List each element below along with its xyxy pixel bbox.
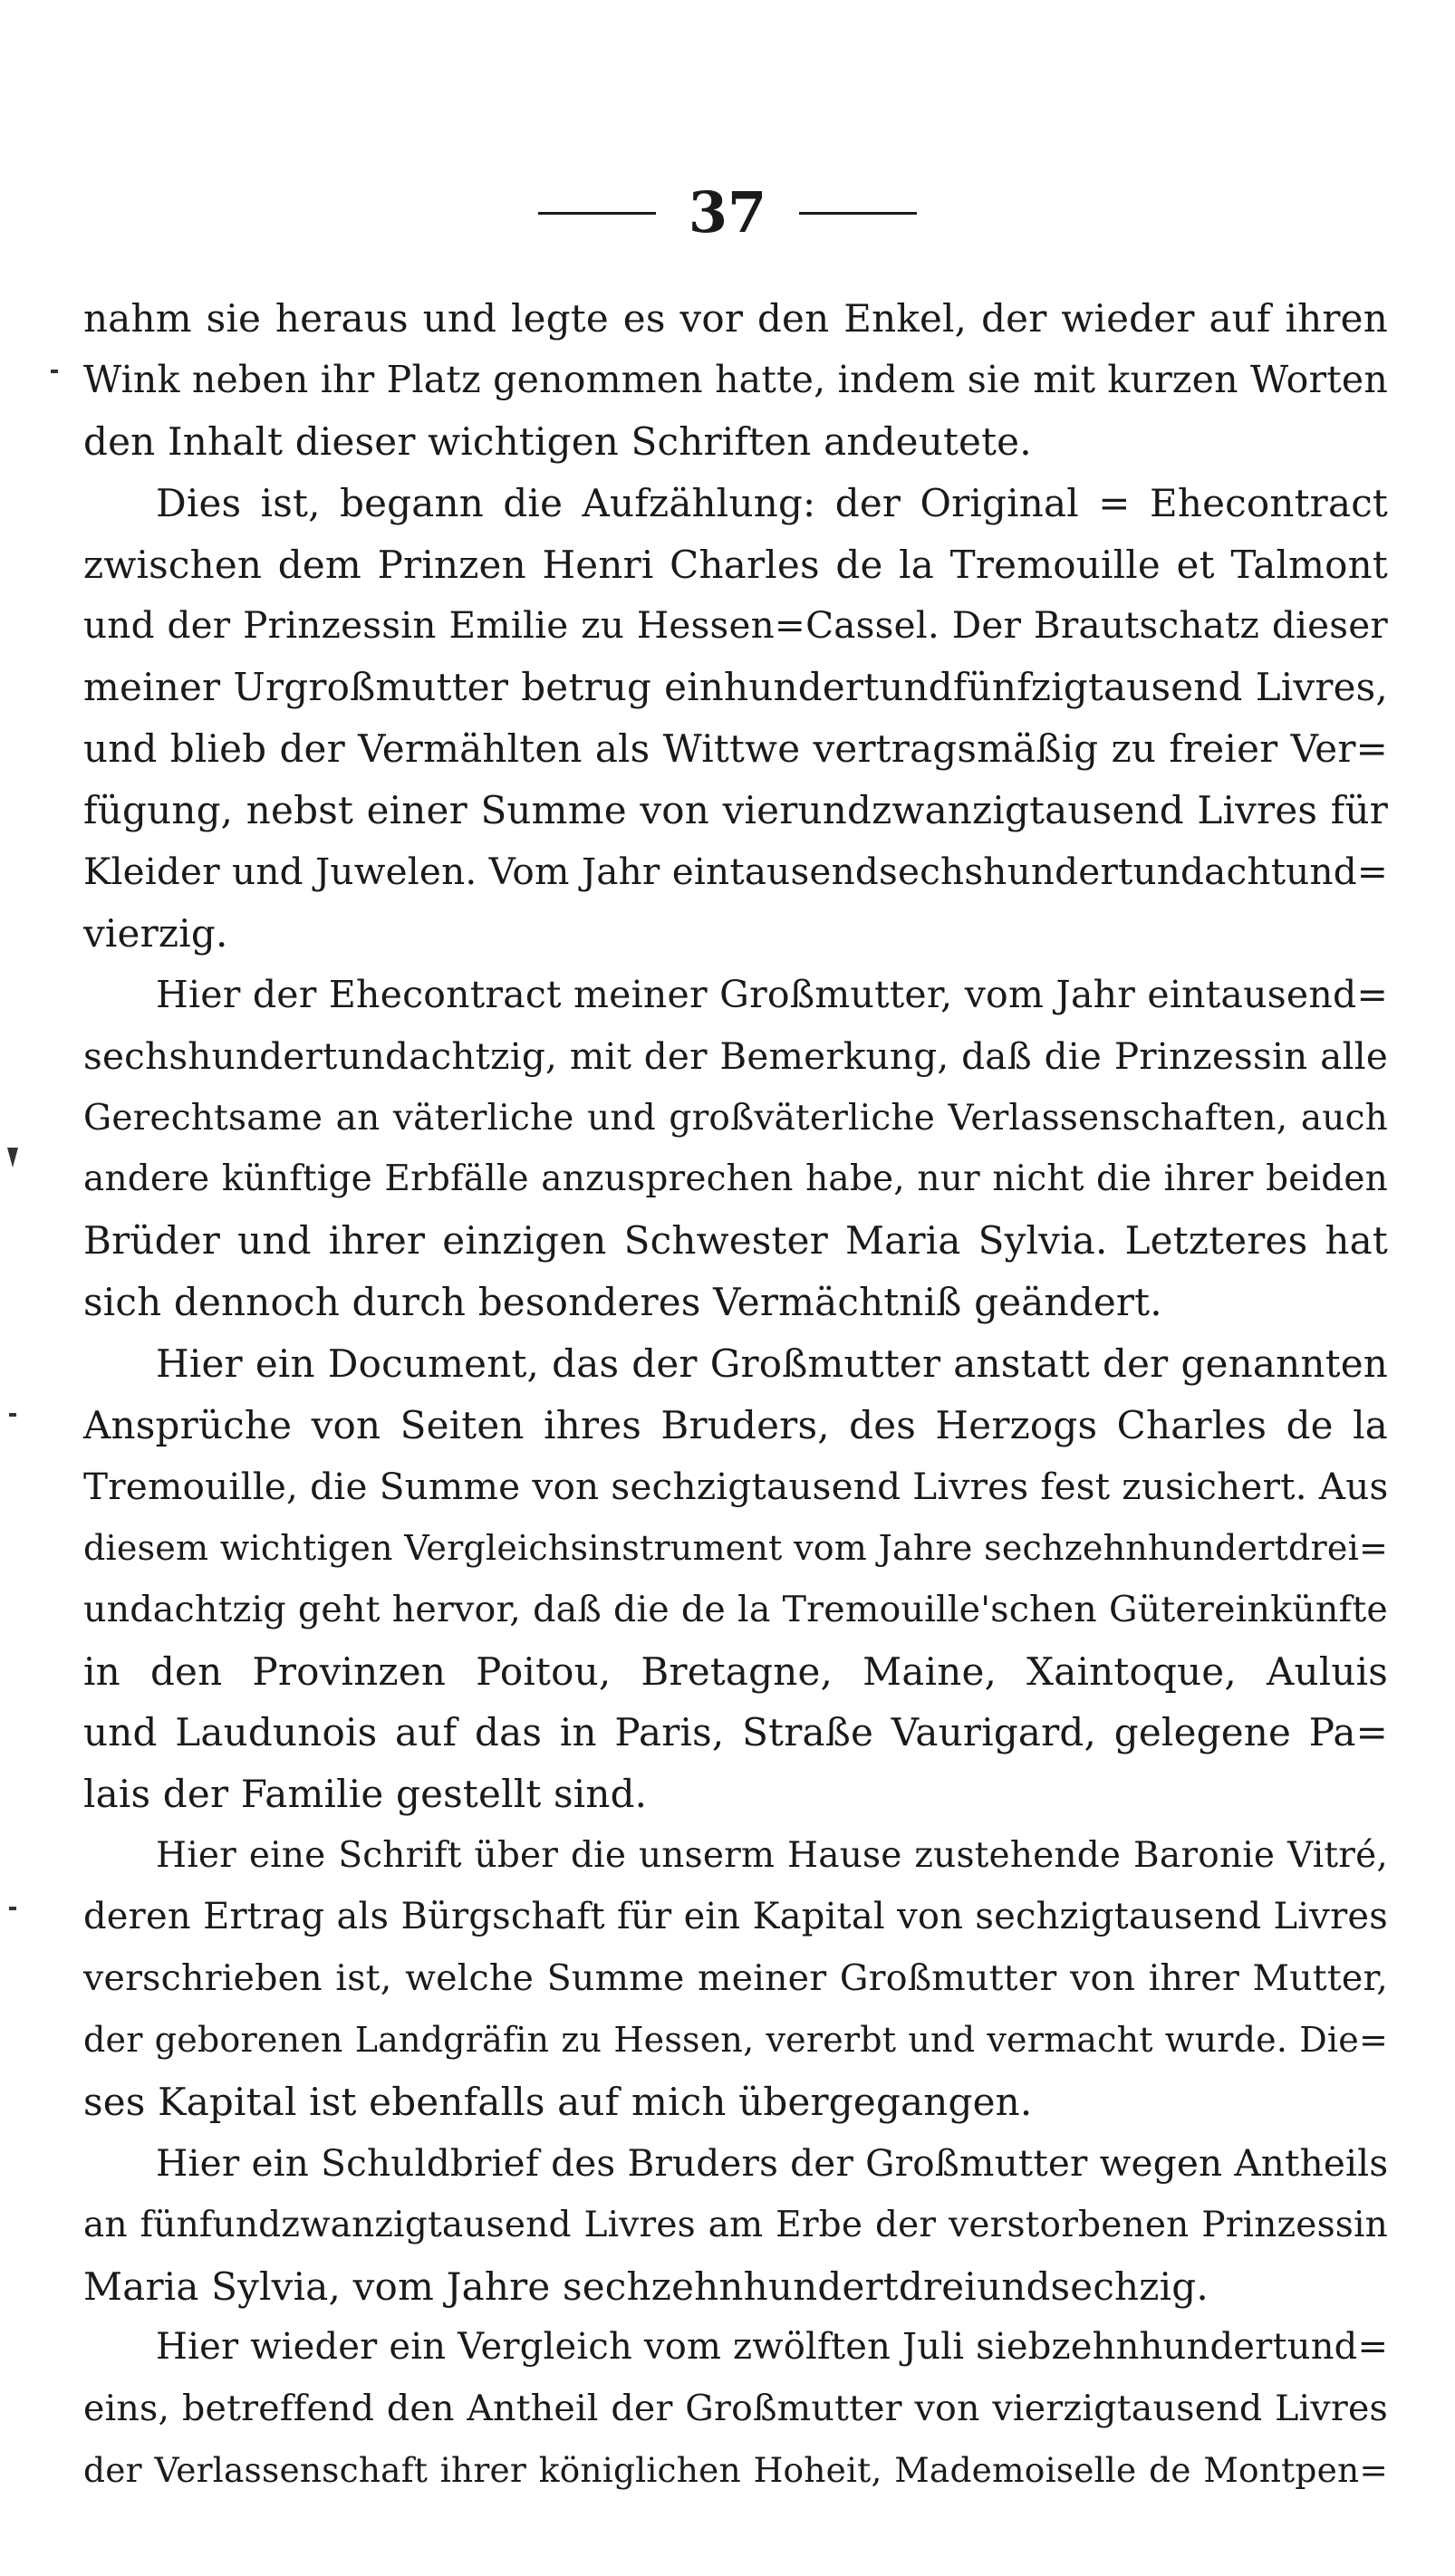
text-line: verschrieben ist, welche Summe meiner Großmutter von ihrer Mutter, (83, 1957, 1388, 2000)
text-line: deren Ertrag als Bürgschaft für ein Kapital von sechzigtausend Livres (83, 1896, 1388, 1938)
paragraph-start-line: Hier ein Document, das der Großmutter anstatt der genannten (156, 1341, 1388, 1387)
text-body (83, 288, 1388, 2502)
text-line: ses Kapital ist ebenfalls auf mich übergegangen. (83, 2079, 1033, 2124)
text-line: Kleider und Juwelen. Vom Jahr eintausendsechshundertundachtund= (83, 850, 1388, 894)
header-rule-left (538, 212, 656, 215)
text-line: Ansprüche von Seiten ihres Bruders, des Herzogs Charles de la (83, 1403, 1388, 1448)
paragraph-start-line: Hier ein Schuldbrief des Bruders der Großmutter wegen Antheils (156, 2140, 1389, 2185)
text-line: undachtzig geht hervor, daß die de la Tremouille'schen Gütereinkünfte (83, 1588, 1388, 1630)
text-line: und Laudunois auf das in Paris, Straße Vaurigard, gelegene Pa= (83, 1710, 1388, 1755)
text-line: lais der Familie gestellt sind. (83, 1772, 648, 1817)
text-line: den Inhalt dieser wichtigen Schriften andeutete. (83, 418, 1032, 464)
text-line: Gerechtsame an väterliche und großväterliche Verlassenschaften, auch (83, 1097, 1388, 1139)
text-line: Tremouille, die Summe von sechzigtausend Livres fest zusichert. Aus (83, 1464, 1389, 1508)
text-line: vierzig. (83, 910, 228, 956)
margin-mark (9, 1907, 16, 1910)
text-line: in den Provinzen Poitou, Bretagne, Maine, Xaintoque, Auluis (83, 1648, 1388, 1694)
text-line: an fünfundzwanzigtausend Livres am Erbe der verstorbenen Prinzessin (83, 2204, 1388, 2245)
text-line: nahm sie heraus und legte es vor den Enkel, der wieder auf ihren (83, 296, 1388, 341)
margin-mark (51, 370, 58, 373)
margin-mark (7, 1148, 18, 1168)
text-line: der geborenen Landgräfin zu Hessen, vererbt und vermacht wurde. Die= (83, 2019, 1388, 2060)
page-number: 37 (688, 179, 767, 245)
text-line: andere künftige Erbfälle anzusprechen habe, nur nicht die ihrer beiden (83, 1158, 1388, 1200)
text-line: Maria Sylvia, vom Jahre sechzehnhundertdreiundsechzig. (83, 2264, 1209, 2309)
text-line: diesem wichtigen Vergleichsinstrument vom Jahre sechzehnhundertdrei= (83, 1527, 1388, 1568)
text-line: fügung, nebst einer Summe von vierundzwanzigtausend Livres für (83, 788, 1388, 833)
margin-mark (9, 1413, 16, 1417)
page-header (0, 177, 1455, 249)
text-line: zwischen dem Prinzen Henri Charles de la Tremouille et Talmont (83, 542, 1388, 587)
text-line: der Verlassenschaft ihrer königlichen Hoheit, Mademoiselle de Montpen= (83, 2450, 1388, 2491)
text-line: eins, betreffend den Antheil der Großmutter von vierzigtausend Livres (83, 2388, 1388, 2430)
paragraph-start-line: Hier der Ehecontract meiner Großmutter, vom Jahr eintausend= (156, 972, 1388, 1016)
paragraph-start-line: Hier eine Schrift über die unserm Hause zustehende Baronie Vitré, (156, 1835, 1388, 1877)
text-line: sich dennoch durch besonderes Vermächtniß geändert. (83, 1280, 1162, 1325)
text-line: und der Prinzessin Emilie zu Hessen=Cassel. Der Brautschatz dieser (83, 603, 1388, 648)
text-line: meiner Urgroßmutter betrug einhundertundfünfzigtausend Livres, (83, 665, 1388, 710)
paragraph-start-line: Hier wieder ein Vergleich vom zwölften Juli siebzehnhundertund= (156, 2326, 1389, 2369)
text-line: Wink neben ihr Platz genommen hatte, indem sie mit kurzen Worten (83, 357, 1388, 401)
header-rule-right (799, 212, 917, 215)
text-line: und blieb der Vermählten als Wittwe vertragsmäßig zu freier Ver= (83, 726, 1388, 772)
paragraph-start-line: Dies ist, begann die Aufzählung: der Original = Ehecontract (156, 480, 1388, 525)
text-line: sechshundertundachtzig, mit der Bemerkung, daß die Prinzessin alle (83, 1033, 1388, 1078)
text-line: Brüder und ihrer einzigen Schwester Maria Sylvia. Letzteres hat (83, 1218, 1388, 1264)
